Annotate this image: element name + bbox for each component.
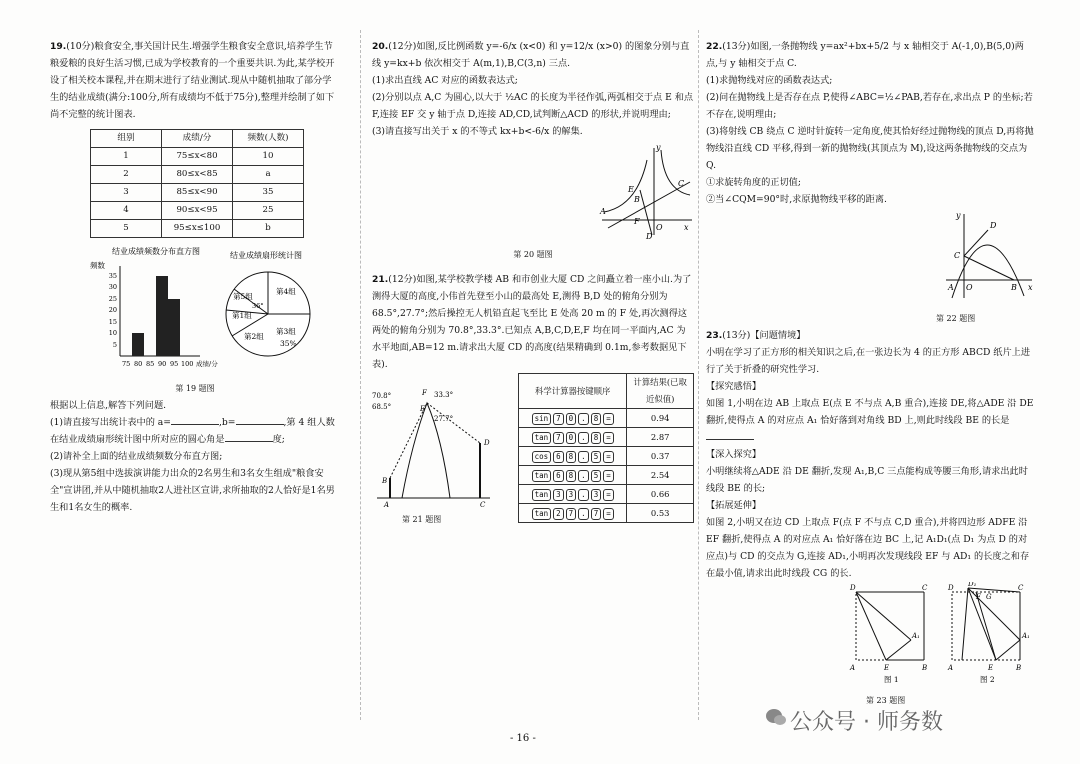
svg-text:D: D <box>484 439 490 447</box>
q20-part3: (3)请直接写出关于 x 的不等式 kx+b<-6/x 的解集. <box>372 126 583 137</box>
svg-text:80: 80 <box>134 360 143 368</box>
calc-row: cos 6 8 . 5 = 0.37 <box>519 447 694 466</box>
svg-text:y: y <box>656 143 661 152</box>
svg-text:O: O <box>656 223 663 232</box>
calculator-table: 科学计算器按键顺序 计算结果(已取近似值) sin 7 0 . 8 = 0.94 tan 7 0 . 8 = 2.87 cos 6 8 . 5 = 0.37 tan 6 8 . 5 = 2.54 tan 3 3 . 3 = 0.66 tan 2 7 . 7 = 0.53 <box>518 373 694 523</box>
q23-s1: 如图 1,小明在边 AB 上取点 E(点 E 不与点 A,B 重合),连接 DE,将△ADE 沿 DE 翻折,使得点 A 的对应点 A₁ 恰好落到对角线 BD 上,则此时线段 BE 的长是 <box>706 395 1036 446</box>
calc-key: tan <box>532 470 552 482</box>
svg-text:A₁: A₁ <box>1022 632 1030 640</box>
svg-text:95: 95 <box>170 360 179 368</box>
svg-text:第1组: 第1组 <box>232 311 252 320</box>
svg-text:35: 35 <box>108 272 117 280</box>
q23-figures <box>706 582 1036 686</box>
calc-key: 0 <box>566 432 577 444</box>
svg-text:100: 100 <box>181 360 194 368</box>
calc-keys <box>519 447 627 466</box>
svg-text:35%: 35% <box>280 339 297 348</box>
svg-text:E: E <box>884 664 890 672</box>
svg-text:成绩/分: 成绩/分 <box>196 360 218 368</box>
q20-part1: (1)求出直线 AC 对应的函数表达式; <box>372 75 518 86</box>
q22-figure <box>706 208 1036 304</box>
column-divider <box>360 30 361 720</box>
calc-key: 8 <box>591 432 602 444</box>
svg-text:C: C <box>1018 584 1024 592</box>
svg-text:A: A <box>384 501 390 509</box>
svg-text:27.7°: 27.7° <box>434 415 454 423</box>
calc-row: tan 2 7 . 7 = 0.53 <box>519 504 694 523</box>
frequency-table: 组别 成绩/分 频数(人数) 1 75≤x<80 10 2 80≤x<85 a 3 85≤x<90 35 4 90≤x<95 25 5 95≤x≤100 b <box>90 129 304 238</box>
calc-key: . <box>578 470 589 482</box>
calc-key: 6 <box>553 451 564 463</box>
q22-fig-caption: 第 22 题图 <box>936 314 976 323</box>
svg-text:图 2: 图 2 <box>980 675 995 684</box>
question-21-figures <box>372 373 694 523</box>
calc-key: 2 <box>553 508 564 520</box>
svg-text:A₁: A₁ <box>912 632 920 640</box>
q22-sub1: ①求旋转角度的正切值; <box>706 177 801 188</box>
q21-text: 21.(12分)如图,某学校教学楼 AB 和市创业大厦 CD 之间矗立着一座小山.为了测得大厦的高度,小伟首先登至小山的最高处 E,测得 B,D 处的俯角分别为 68.5°,27.7°;然后操控无人机铅直起飞至比 E 处高 20 m 的 F 处,再次测得这两处的俯角分别为 70.8°,33.3°.已知点 A,B,C,D,E,F 均在同一平面内,AC 为水平地面,AB=12 m.请求出大厦 CD 的高度(结果精确到 0.1m,参考数据见下表). <box>372 274 692 370</box>
svg-text:33.3°: 33.3° <box>434 391 454 399</box>
q19-part3: (3)现从第5组中选拔演讲能力出众的2名男生和3名女生组成"粮食安全"宣讲团,并从中随机抽取2人进社区宣讲,求所抽取的2人恰好是1名男生和1名女生的概率. <box>50 468 335 513</box>
calc-keys <box>519 428 627 447</box>
svg-text:E: E <box>988 664 994 672</box>
calc-row: tan 3 3 . 3 = 0.66 <box>519 485 694 504</box>
svg-text:F: F <box>634 217 640 226</box>
svg-text:第5组: 第5组 <box>233 292 253 301</box>
q20-figure <box>372 140 694 240</box>
q20-text: 20.(12分)如图,反比例函数 y=-6/x (x<0) 和 y=12/x (x>0) 的图象分别与直线 y=kx+b 依次相交于 A(m,1),B,C(3,n) 三点. <box>372 41 690 69</box>
calc-key: 8 <box>591 413 602 425</box>
svg-text:75: 75 <box>122 360 131 368</box>
calc-key: . <box>578 413 589 425</box>
svg-text:图 1: 图 1 <box>884 675 899 684</box>
page-number: - 16 - <box>510 733 536 744</box>
svg-text:E: E <box>628 185 634 194</box>
calc-keys <box>519 466 627 485</box>
calc-key: = <box>603 451 614 463</box>
q19-fig-caption: 第 19 题图 <box>175 384 215 393</box>
svg-text:第4组: 第4组 <box>276 287 296 296</box>
svg-text:10: 10 <box>108 329 117 337</box>
svg-text:B: B <box>382 477 388 485</box>
calc-keys <box>519 485 627 504</box>
svg-text:D₁: D₁ <box>968 582 977 588</box>
q23-text: 小明在学习了正方形的相关知识之后,在一张边长为 4 的正方形 ABCD 纸片上进行了关于折叠的研究性学习. <box>706 347 1031 375</box>
q19-part2: (2)请补全上面的结业成绩频数分布直方图; <box>50 451 223 462</box>
hist-bar-3 <box>156 276 168 356</box>
svg-text:B: B <box>1016 664 1022 672</box>
calc-key: . <box>578 508 589 520</box>
calc-key: 5 <box>591 470 602 482</box>
calc-key: 7 <box>553 432 564 444</box>
svg-text:F: F <box>422 389 427 397</box>
hist-title: 结业成绩频数分布直方图 <box>112 247 200 256</box>
q22-text: 22.(13分)如图,一条抛物线 y=ax²+bx+5/2 与 x 轴相交于 A(-1,0),B(5,0)两点,与 y 轴相交于点 C. <box>706 41 1024 69</box>
svg-text:第2组: 第2组 <box>244 332 264 341</box>
q23-title: 23.(13分)【问题情境】 <box>706 330 806 341</box>
q22-part1: (1)求抛物线对应的函数表达式; <box>706 75 833 86</box>
q23-fig-caption: 第 23 题图 <box>866 696 906 705</box>
calc-key: = <box>603 508 614 520</box>
svg-text:90: 90 <box>158 360 167 368</box>
calc-row: tan 7 0 . 8 = 2.87 <box>519 428 694 447</box>
svg-text:x: x <box>1028 283 1033 292</box>
calc-key: 3 <box>553 489 564 501</box>
q21-figure <box>372 383 492 513</box>
svg-text:5: 5 <box>112 341 117 349</box>
calc-keys <box>519 409 627 428</box>
svg-text:F: F <box>976 593 981 601</box>
q20-part2: (2)分别以点 A,C 为圆心,以大于 ½AC 的长度为半径作弧,两弧相交于点 E 和点 F,连接 EF 交 y 轴于点 D,连接 AD,CD,试判断△ACD 的形状,并说明理由; <box>372 92 694 120</box>
calc-key: . <box>578 432 589 444</box>
svg-text:C: C <box>678 179 685 188</box>
svg-text:D: D <box>850 584 856 592</box>
svg-text:C: C <box>954 251 961 260</box>
q22-part2: (2)问在抛物线上是否存在点 P,使得∠ABC=½∠PAB,若存在,求出点 P 的坐标;若不存在,说明理由; <box>706 92 1033 120</box>
svg-text:36°: 36° <box>252 302 264 310</box>
q23-s3: 如图 2,小明又在边 CD 上取点 F(点 F 不与点 C,D 重合),并将四边形 ADFE 沿 EF 翻折,使得点 A 的对应点 A₁ 恰好落在边 BC 上,记 A₁D₁(点 D₁ 为点 D 的对应点)与 CD 的交点为 G,连接 AD₁,小明再次发现线段 EF 与 AD₁ 的长度之和存在最小值,请求出此时线段 CG 的长. <box>706 517 1030 579</box>
calc-key: . <box>578 489 589 501</box>
svg-text:15: 15 <box>108 318 117 326</box>
question-19 <box>50 38 340 516</box>
q23-s3-title: 【拓展延伸】 <box>706 500 762 511</box>
q19-charts <box>50 244 340 374</box>
svg-text:A: A <box>600 207 606 216</box>
q23-s2-title: 【深入探究】 <box>706 449 762 460</box>
svg-text:70.8°: 70.8° <box>372 392 392 400</box>
calc-key: 5 <box>591 451 602 463</box>
svg-text:A: A <box>948 283 954 292</box>
watermark: 公众号 · 师务数 <box>790 710 943 735</box>
calc-row: tan 6 8 . 5 = 2.54 <box>519 466 694 485</box>
svg-text:C: C <box>480 501 486 509</box>
question-20 <box>372 38 694 523</box>
calc-key: tan <box>532 489 552 501</box>
q19-intro: 根据以上信息,解答下列问题. <box>50 400 167 411</box>
column-divider <box>698 30 699 720</box>
q22-part3: (3)将射线 CB 绕点 C 逆时针旋转一定角度,使其恰好经过抛物线的顶点 D,再将抛物线沿直线 CD 平移,得到一新的抛物线(其顶点为 M),设这两条抛物线的交点为 Q. <box>706 126 1034 171</box>
svg-text:68.5°: 68.5° <box>372 403 392 411</box>
svg-text:B: B <box>1011 283 1017 292</box>
calc-keys <box>519 504 627 523</box>
svg-text:20: 20 <box>108 306 117 314</box>
q22-sub2: ②当∠CQM=90°时,求原抛物线平移的距离. <box>706 194 887 205</box>
calc-row: sin 7 0 . 8 = 0.94 <box>519 409 694 428</box>
wechat-icon <box>765 707 787 727</box>
calc-key: 8 <box>566 451 577 463</box>
svg-text:A: A <box>850 664 856 672</box>
calc-key: = <box>603 432 614 444</box>
svg-text:D: D <box>646 232 653 240</box>
svg-text:O: O <box>966 283 973 292</box>
calc-key: 3 <box>591 489 602 501</box>
svg-text:E: E <box>420 405 426 413</box>
calc-key: tan <box>532 432 552 444</box>
svg-text:G: G <box>986 593 992 601</box>
calc-key: 7 <box>566 508 577 520</box>
pie-title: 结业成绩扇形统计图 <box>230 251 302 260</box>
calc-key: . <box>578 451 589 463</box>
calc-key: 3 <box>566 489 577 501</box>
calc-key: = <box>603 489 614 501</box>
q23-s2: 小明继续将△ADE 沿 DE 翻折,发现 A₁,B,C 三点能构成等腰三角形,请求出此时线段 BE 的长; <box>706 466 1028 494</box>
calc-key: tan <box>532 508 552 520</box>
svg-text:B: B <box>922 664 928 672</box>
question-23 <box>706 327 1036 709</box>
calc-key: sin <box>532 413 552 425</box>
svg-text:85: 85 <box>146 360 155 368</box>
calc-key: 7 <box>553 413 564 425</box>
q19-text: 19.(10分)粮食安全,事关国计民生.增强学生粮食安全意识,培养学生节粮爱粮的良好生活习惯,已成为学校教育的一个重要共识.为此,某学校开设了相关校本课程,并在期末进行了结业测试.现从中随机抽取了部分学生的结业成绩(满分:100分,所有成绩均不低于75分),整理并绘制了如下尚不完整的统计图表. <box>50 41 335 120</box>
q23-s1-title: 【探究感悟】 <box>706 381 762 392</box>
pie-chart <box>226 272 310 356</box>
svg-text:C: C <box>922 584 928 592</box>
svg-text:x: x <box>684 223 689 232</box>
hist-bar-1 <box>132 333 144 356</box>
svg-text:A: A <box>948 664 954 672</box>
hist-ylabel: 频数 <box>90 261 105 270</box>
calc-key: cos <box>532 451 552 463</box>
calc-key: 8 <box>566 470 577 482</box>
hist-bar-4 <box>168 299 180 356</box>
svg-text:30: 30 <box>108 283 117 291</box>
svg-text:D: D <box>948 584 954 592</box>
svg-text:25: 25 <box>108 295 117 303</box>
svg-text:B: B <box>634 195 640 204</box>
q21-fig-caption: 第 21 题图 <box>402 515 442 524</box>
svg-text:D: D <box>990 221 997 230</box>
question-22 <box>706 38 1036 709</box>
svg-text:y: y <box>956 211 961 220</box>
calc-key: 7 <box>591 508 602 520</box>
calc-key: = <box>603 413 614 425</box>
q19-part1: (1)请直接写出统计表中的 a= ,b= ,第 4 组人数在结业成绩扇形统计图中所对应的圆心角是 度; <box>50 414 340 448</box>
calc-key: 0 <box>566 413 577 425</box>
svg-text:第3组: 第3组 <box>276 327 296 336</box>
calc-key: 6 <box>553 470 564 482</box>
calc-key: = <box>603 470 614 482</box>
q20-fig-caption: 第 20 题图 <box>513 250 553 259</box>
